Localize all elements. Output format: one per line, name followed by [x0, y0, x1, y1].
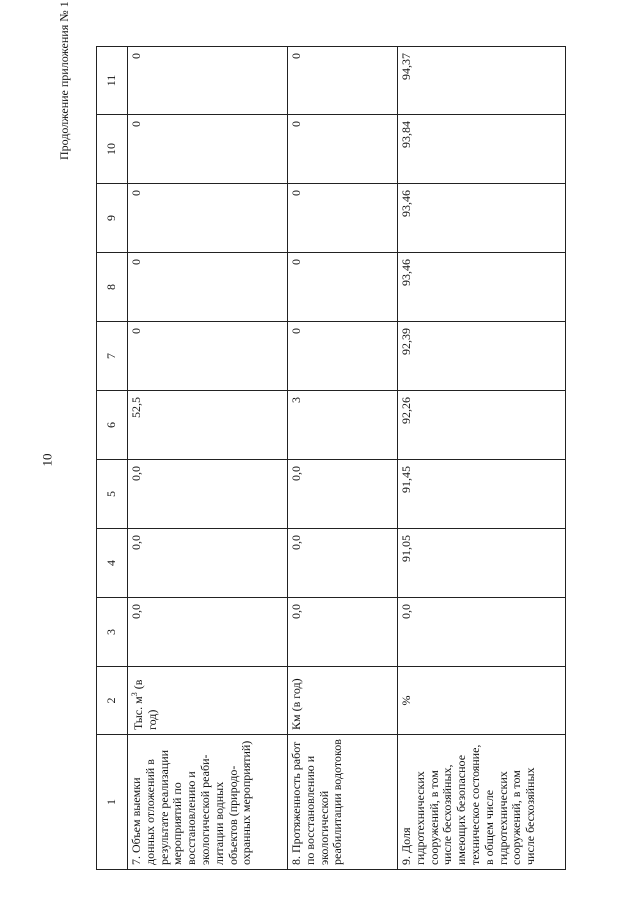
- value-cell: 93,46: [398, 184, 566, 253]
- value-cell: 0,0: [128, 529, 288, 598]
- unit-cell: [398, 667, 566, 735]
- table-row: [398, 47, 566, 870]
- unit-text: %: [399, 695, 413, 706]
- column-number: 9: [97, 184, 128, 253]
- value-cell: 0: [288, 47, 398, 115]
- value-cell: 0,0: [288, 598, 398, 667]
- unit-text: Км (в год): [289, 678, 303, 730]
- column-number: 7: [97, 322, 128, 391]
- value-cell: 93,46: [398, 253, 566, 322]
- column-number: 5: [97, 460, 128, 529]
- column-number: 6: [97, 391, 128, 460]
- value-cell: 3: [288, 391, 398, 460]
- indicator-table-wrapper: [96, 47, 566, 870]
- unit-cell: [288, 667, 398, 735]
- value-cell: 0: [128, 47, 288, 115]
- value-cell: 0,0: [128, 460, 288, 529]
- value-cell: 0,0: [288, 529, 398, 598]
- value-cell: 0: [288, 253, 398, 322]
- column-number: 4: [97, 529, 128, 598]
- value-cell: 0: [128, 115, 288, 184]
- value-cell: 0,0: [288, 460, 398, 529]
- value-cell: 0: [288, 115, 398, 184]
- table-row: [288, 47, 398, 870]
- unit-cell: [128, 667, 288, 735]
- value-cell: 94,37: [398, 47, 566, 115]
- column-number: 11: [97, 47, 128, 115]
- value-cell: 92,39: [398, 322, 566, 391]
- table-row: [128, 47, 288, 870]
- value-cell: 0: [288, 184, 398, 253]
- page-caption: Продолжение приложения № 1: [57, 1, 71, 160]
- value-cell: 93,84: [398, 115, 566, 184]
- value-cell: 0: [288, 322, 398, 391]
- unit-suffix: (в год): [131, 679, 159, 730]
- value-cell: 0,0: [398, 598, 566, 667]
- value-cell: 0: [128, 184, 288, 253]
- column-number-row: [97, 47, 128, 870]
- column-number: 3: [97, 598, 128, 667]
- indicator-name: 7. Объем выемки донных отложений в результате реализации мероприятий по восстановлению и экологической реаби-литации водных объектов (природо-охранных мероприятий): [128, 735, 288, 870]
- value-cell: 52,5: [128, 391, 288, 460]
- indicator-table: [96, 46, 566, 870]
- value-cell: 91,45: [398, 460, 566, 529]
- indicator-name: 9. Доля гидротехнических сооружений, в том числе бесхозяйных, имеющих безопасное техническое состояние, в общем числе гидротехнических сооружений, в том числе бесхозяйных: [398, 735, 566, 870]
- unit-text: Тыс. м: [131, 696, 145, 730]
- unit-superscript: 3: [130, 692, 139, 697]
- column-number: 10: [97, 115, 128, 184]
- value-cell: 92,26: [398, 391, 566, 460]
- value-cell: 0: [128, 253, 288, 322]
- value-cell: 0: [128, 322, 288, 391]
- page-number: 10: [39, 453, 55, 467]
- indicator-name: 8. Протяженность работ по восстановлению и экологической реабилитации водотоков: [288, 735, 398, 870]
- value-cell: 91,05: [398, 529, 566, 598]
- column-number: 1: [97, 735, 128, 870]
- column-number: 2: [97, 667, 128, 735]
- column-number: 8: [97, 253, 128, 322]
- value-cell: 0,0: [128, 598, 288, 667]
